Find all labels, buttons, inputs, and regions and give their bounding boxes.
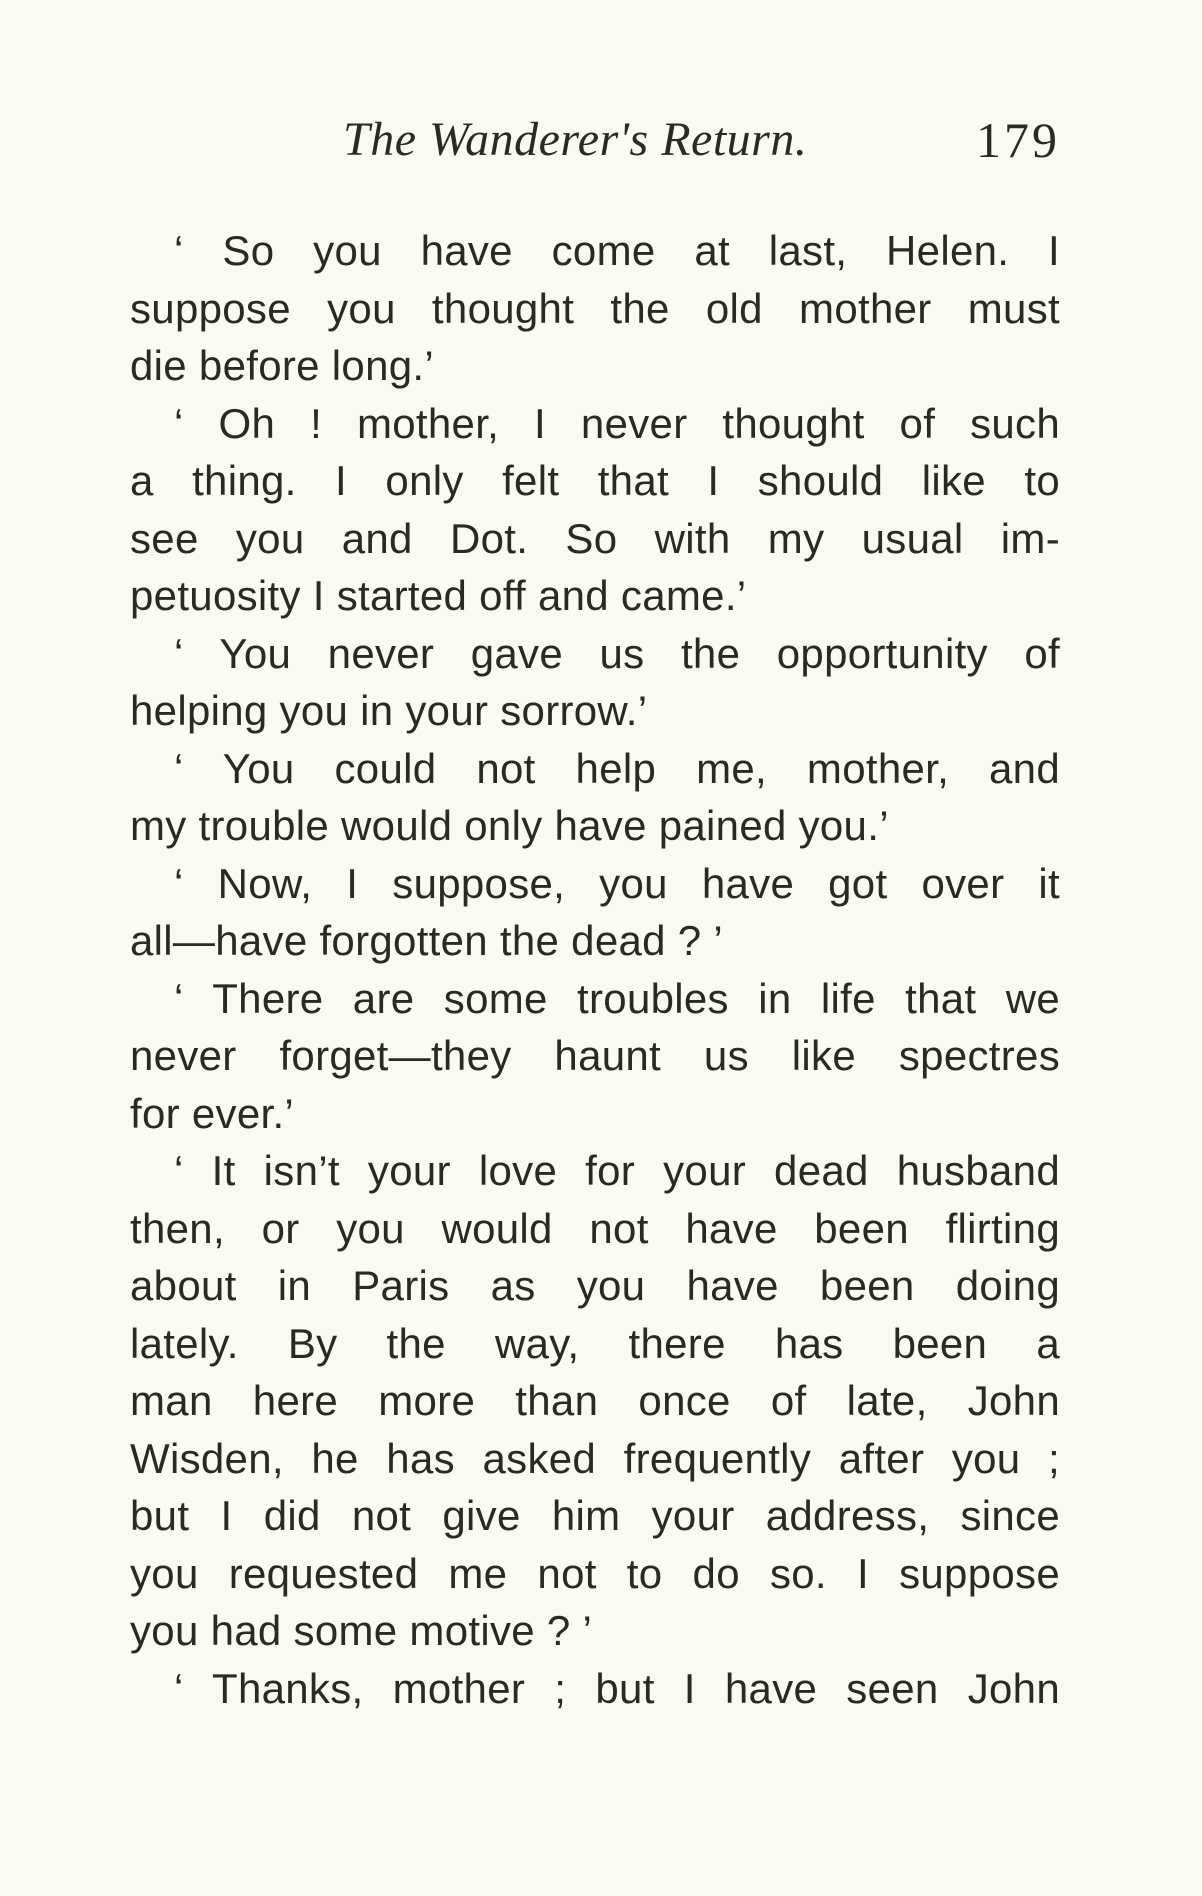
text-line: ‘ So you have come at last, Helen. I xyxy=(174,227,1060,274)
text-line: man here more than once of late, John xyxy=(130,1377,1060,1424)
text-line: then, or you would not have been flirting xyxy=(130,1204,1060,1252)
text-line: never forget—they haunt us like spectres xyxy=(130,1032,1060,1079)
text-line: ‘ Oh ! mother, I never thought of such xyxy=(174,399,1060,447)
text-line: a thing. I only felt that I should like to xyxy=(130,457,1060,504)
text-line: but I did not give him your address, since xyxy=(130,1492,1060,1539)
text-line: all—have forgotten the dead ? ’ xyxy=(130,917,724,964)
page-number: 179 xyxy=(976,112,1060,168)
text-line: helping you in your sorrow.’ xyxy=(130,687,648,734)
text-line: petuosity I started off and came.’ xyxy=(130,572,747,619)
text-line: my trouble would only have pained you.’ xyxy=(130,802,889,849)
text-line: suppose you thought the old mother must xyxy=(130,284,1060,332)
text-line: ‘ There are some troubles in life that we xyxy=(174,974,1060,1022)
text-line: Wisden, he has asked frequently after you ; xyxy=(130,1434,1060,1482)
body-text xyxy=(130,222,1060,1717)
text-line: ‘ You never gave us the opportunity of xyxy=(174,629,1060,677)
text-line: you requested me not to do so. I suppose xyxy=(130,1549,1060,1597)
text-line: ‘ It isn’t your love for your dead husband xyxy=(174,1147,1060,1194)
text-line: about in Paris as you have been doing xyxy=(130,1262,1060,1309)
text-line: die before long.’ xyxy=(130,342,434,389)
text-line: you had some motive ? ’ xyxy=(130,1607,593,1654)
text-line: lately. By the way, there has been a xyxy=(130,1319,1060,1367)
text-line: see you and Dot. So with my usual im- xyxy=(130,514,1060,562)
running-header xyxy=(130,112,1060,172)
text-line: ‘ Now, I suppose, you have got over it xyxy=(174,859,1060,907)
running-title: The Wanderer's Return. xyxy=(343,113,808,166)
text-line: ‘ Thanks, mother ; but I have seen John xyxy=(174,1664,1060,1712)
text-line: ‘ You could not help me, mother, and xyxy=(174,744,1060,792)
text-line: for ever.’ xyxy=(130,1089,295,1137)
